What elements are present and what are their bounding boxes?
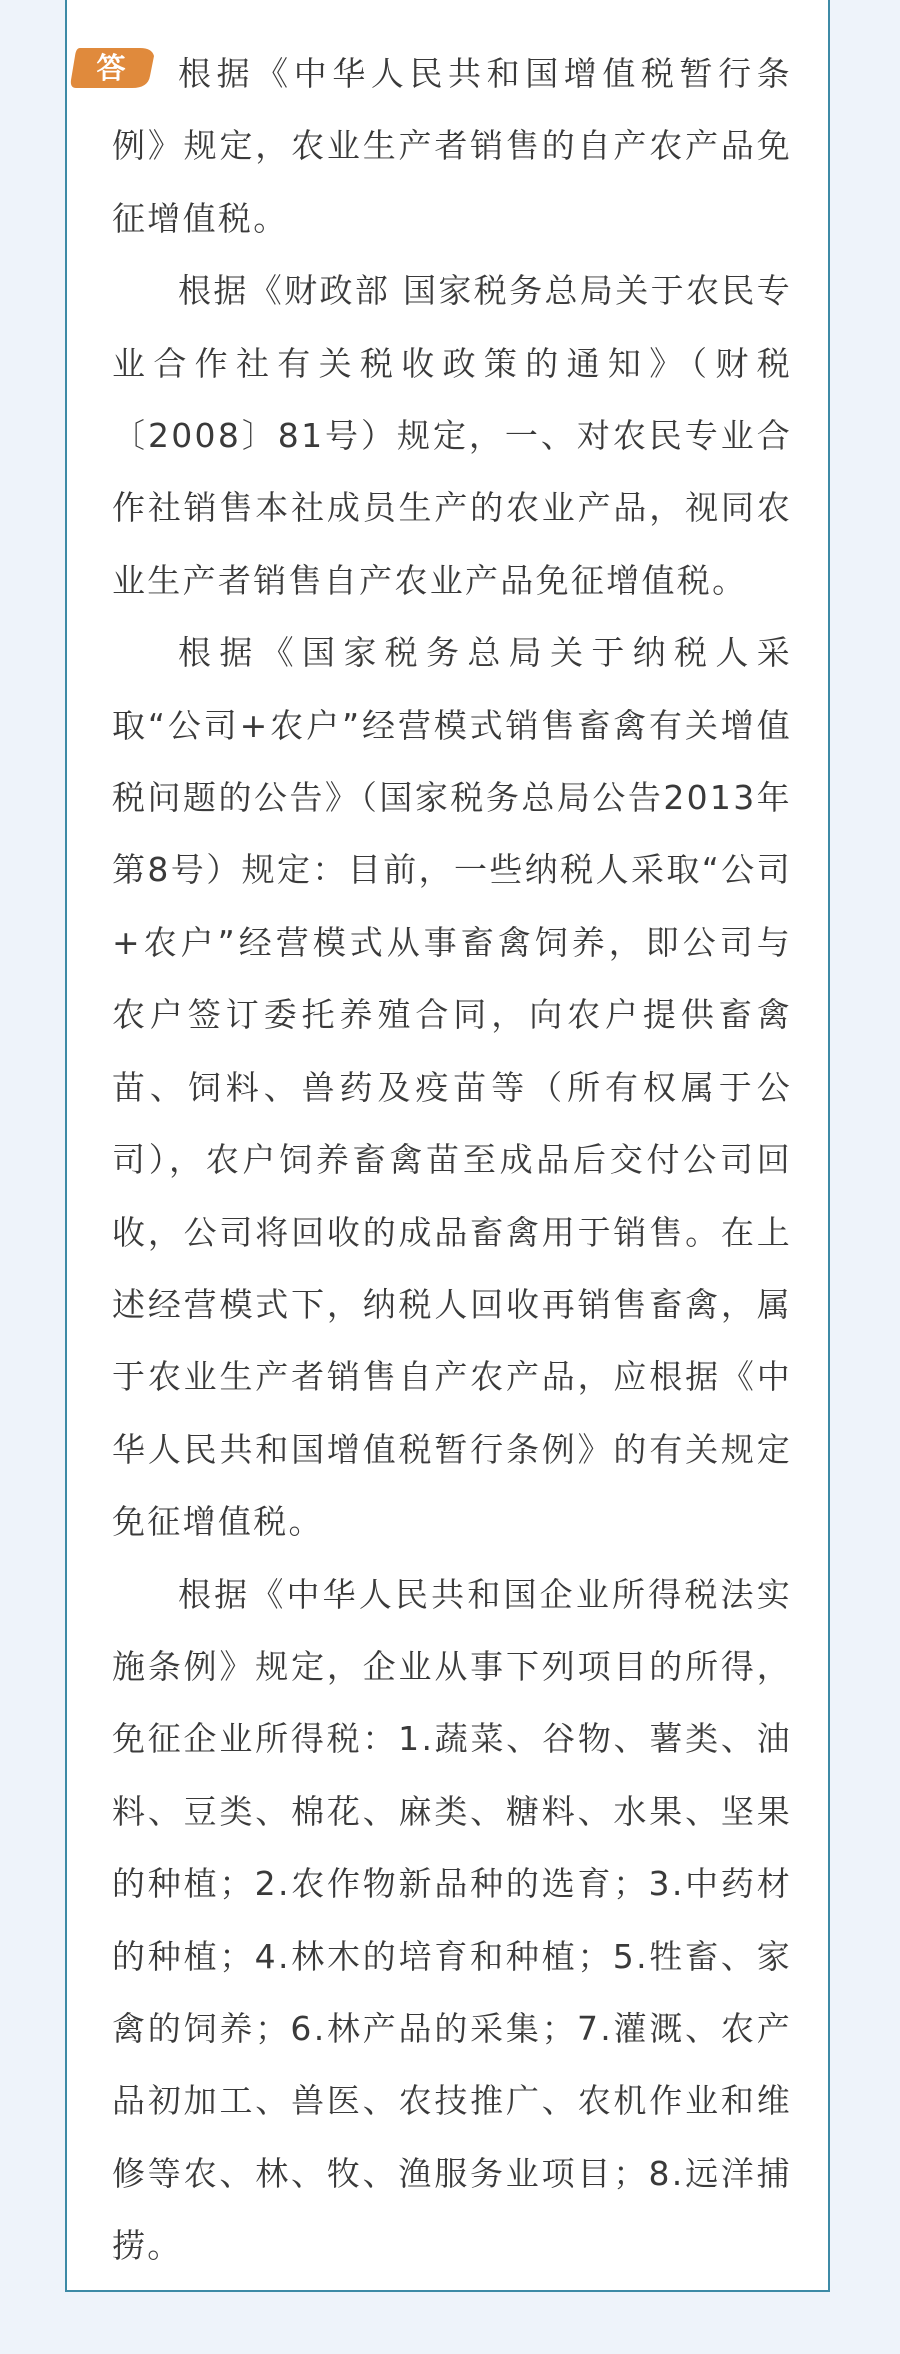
answer-badge-label: 答 — [96, 51, 126, 85]
answer-card — [65, 0, 830, 2292]
answer-content — [112, 38, 792, 2283]
paragraph-enterprise-income-tax: 根据《中华人民共和国企业所得税法实施条例》规定，企业从事下列项目的所得，免征企业所得税：1.蔬菜、谷物、薯类、油料、豆类、棉花、麻类、糖料、水果、坚果的种植；2.农作物新品种的选育；3.中药材的种植；4.林木的培育和种植；5.牲畜、家禽的饲养；6.林产品的采集；7.灌溉、农产品初加工、兽医、农技推广、农机作业和维修等农、林、牧、渔服务业项目；8.远洋捕捞。 — [112, 1574, 792, 2266]
paragraph-vat-regulation: 根据《中华人民共和国增值税暂行条例》规定，农业生产者销售的自产农产品免征增值税。 — [112, 54, 792, 238]
paragraph-cooperative-notice: 根据《财政部 国家税务总局关于农民专业合作社有关税收政策的通知》（财税〔2008〕81号）规定，一、对农民专业合作社销售本社成员生产的农业产品，视同农业生产者销售自产农业产品免征增值税。 — [112, 271, 792, 600]
paragraph-company-farmer-announcement: 根据《国家税务总局关于纳税人采取“公司+农户”经营模式销售畜禽有关增值税问题的公告》（国家税务总局公告2013年第8号）规定：目前，一些纳税人采取“公司+农户”经营模式从事畜禽饲养，即公司与农户签订委托养殖合同，向农户提供畜禽苗、饲料、兽药及疫苗等（所有权属于公司），农户饲养畜禽苗至成品后交付公司回收，公司将回收的成品畜禽用于销售。在上述经营模式下，纳税人回收再销售畜禽，属于农业生产者销售自产农产品，应根据《中华人民共和国增值税暂行条例》的有关规定免征增值税。 — [112, 633, 792, 1542]
